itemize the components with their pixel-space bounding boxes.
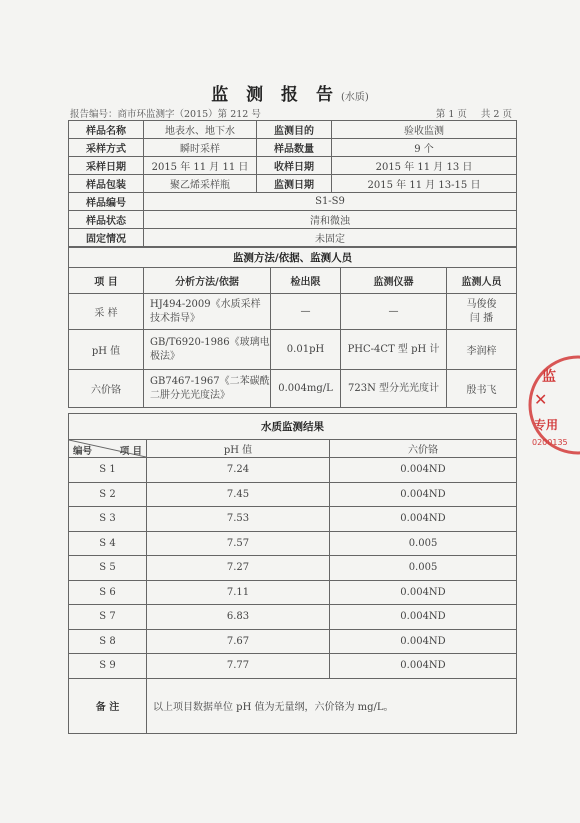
cr6-value: 0.004ND: [330, 482, 517, 507]
sample-id: S 5: [69, 556, 147, 581]
cr6-value: 0.004ND: [330, 629, 517, 654]
col-header-instrument: 监测仪器: [341, 268, 447, 294]
method-staff: 殷书飞: [447, 370, 517, 408]
header-item: 项 目: [119, 446, 142, 457]
method-basis: GB7467-1967《二苯碳酰二肼分光光度法》: [144, 370, 271, 408]
method-limit: 0.01pH: [271, 330, 341, 370]
svg-text:监: 监: [542, 369, 556, 385]
note-text: 以上项目数据单位 pH 值为无量纲，六价铬为 mg/L。: [147, 678, 517, 733]
method-item: 采 样: [69, 294, 144, 330]
table-row: [69, 175, 517, 193]
col-header-item: 项 目: [69, 268, 144, 294]
page-number: 第 1 页: [435, 109, 467, 120]
ph-value: 7.53: [147, 507, 330, 532]
receipt-date-label: 收样日期: [257, 157, 332, 175]
state-value: 清和微浊: [144, 211, 517, 229]
method-staff: 李润梓: [447, 330, 517, 370]
page-indicator: [422, 106, 512, 120]
cr6-value: 0.004ND: [330, 605, 517, 630]
table-header-row: [69, 440, 517, 458]
table-row: [69, 605, 517, 630]
method-instrument: 723N 型分光光度计: [341, 370, 447, 408]
receipt-date-value: 2015 年 11 月 13 日: [332, 157, 517, 175]
table-row: [69, 330, 517, 370]
count-value: 9 个: [332, 139, 517, 157]
sample-id: S 2: [69, 482, 147, 507]
sample-info-table: [68, 120, 517, 247]
methods-table: [68, 247, 517, 408]
results-section-title: 水质监测结果: [69, 414, 517, 440]
diagonal-header-cell: [69, 440, 147, 458]
purpose-label: 监测目的: [257, 121, 332, 139]
sample-id: S 3: [69, 507, 147, 532]
ph-value: 7.67: [147, 629, 330, 654]
method-limit: —: [271, 294, 341, 330]
method-instrument: —: [341, 294, 447, 330]
official-seal: [520, 345, 580, 465]
method-item: 六价铬: [69, 370, 144, 408]
method-label: 采样方式: [69, 139, 144, 157]
report-number: 报告编号：商市环监测字（2015）第 212 号: [70, 109, 261, 120]
monitor-date-label: 监测日期: [257, 175, 332, 193]
header-no: 编号: [73, 446, 93, 457]
fixation-value: 未固定: [144, 229, 517, 247]
table-row: [69, 294, 517, 330]
purpose-value: 验收监测: [332, 121, 517, 139]
monitor-date-value: 2015 年 11 月 13-15 日: [332, 175, 517, 193]
method-limit: 0.004mg/L: [271, 370, 341, 408]
table-row: [69, 654, 517, 679]
method-basis: GB/T6920-1986《玻璃电极法》: [144, 330, 271, 370]
sampling-date-value: 2015 年 11 月 11 日: [144, 157, 257, 175]
table-row: [69, 580, 517, 605]
methods-section-title: 监测方法/依据、监测人员: [69, 248, 517, 268]
cr6-value: 0.005: [330, 556, 517, 581]
method-item: pH 值: [69, 330, 144, 370]
table-row: [69, 629, 517, 654]
cr6-value: 0.005: [330, 531, 517, 556]
state-label: 样品状态: [69, 211, 144, 229]
ph-value: 7.24: [147, 458, 330, 483]
ph-value: 6.83: [147, 605, 330, 630]
table-row: [69, 482, 517, 507]
ph-value: 7.77: [147, 654, 330, 679]
packaging-label: 样品包装: [69, 175, 144, 193]
svg-text:✕: ✕: [534, 390, 548, 409]
col-header-cr: 六价铬: [330, 440, 517, 458]
table-row: [69, 556, 517, 581]
table-row: [69, 507, 517, 532]
col-header-limit: 检出限: [271, 268, 341, 294]
table-row: [69, 370, 517, 408]
table-row: [69, 157, 517, 175]
cr6-value: 0.004ND: [330, 507, 517, 532]
results-table: [68, 413, 517, 734]
table-row: [69, 248, 517, 268]
table-row: [69, 211, 517, 229]
method-staff: 马俊俊 闫 播: [447, 294, 517, 330]
col-header-method: 分析方法/依据: [144, 268, 271, 294]
ph-value: 7.27: [147, 556, 330, 581]
table-header-row: [69, 268, 517, 294]
ph-value: 7.11: [147, 580, 330, 605]
report-title: [0, 80, 580, 105]
method-value: 瞬时采样: [144, 139, 257, 157]
sample-id: S 7: [69, 605, 147, 630]
ph-value: 7.57: [147, 531, 330, 556]
title-subtitle: (水质): [340, 92, 369, 103]
cr6-value: 0.004ND: [330, 654, 517, 679]
table-row: [69, 139, 517, 157]
table-row: [69, 229, 517, 247]
table-row: [69, 193, 517, 211]
note-row: [69, 678, 517, 733]
svg-text:专用: 专用: [534, 418, 559, 432]
sample-name-label: 样品名称: [69, 121, 144, 139]
sample-id: S 8: [69, 629, 147, 654]
sample-no-label: 样品编号: [69, 193, 144, 211]
title-main: 监 测 报 告: [211, 85, 339, 105]
sample-name-value: 地表水、地下水: [144, 121, 257, 139]
table-row: [69, 414, 517, 440]
col-header-staff: 监测人员: [447, 268, 517, 294]
ph-value: 7.45: [147, 482, 330, 507]
fixation-label: 固定情况: [69, 229, 144, 247]
results-body: [69, 458, 517, 679]
method-basis: HJ494-2009《水质采样技术指导》: [144, 294, 271, 330]
note-label: 备 注: [69, 678, 147, 733]
sample-id: S 1: [69, 458, 147, 483]
table-row: [69, 531, 517, 556]
page-total: 共 2 页: [480, 109, 512, 120]
packaging-value: 聚乙烯采样瓶: [144, 175, 257, 193]
sample-id: S 6: [69, 580, 147, 605]
sampling-date-label: 采样日期: [69, 157, 144, 175]
sample-id: S 9: [69, 654, 147, 679]
table-row: [69, 121, 517, 139]
method-instrument: PHC-4CT 型 pH 计: [341, 330, 447, 370]
sample-id: S 4: [69, 531, 147, 556]
cr6-value: 0.004ND: [330, 580, 517, 605]
col-header-ph: pH 值: [147, 440, 330, 458]
table-row: [69, 458, 517, 483]
count-label: 样品数量: [257, 139, 332, 157]
sample-no-value: S1-S9: [144, 193, 517, 211]
cr6-value: 0.004ND: [330, 458, 517, 483]
svg-text:0200135: 0200135: [532, 438, 568, 447]
